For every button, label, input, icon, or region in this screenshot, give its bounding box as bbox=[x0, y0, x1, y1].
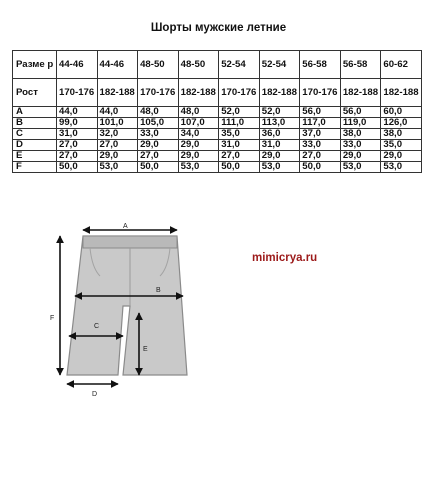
table-cell: 35,0 bbox=[219, 129, 260, 140]
table-cell: 60,0 bbox=[381, 107, 422, 118]
table-cell: 48,0 bbox=[178, 107, 219, 118]
size-cell: 52-54 bbox=[219, 51, 260, 79]
table-cell: 50,0 bbox=[138, 162, 179, 173]
row-label: F bbox=[13, 162, 57, 173]
size-cell: 52-54 bbox=[259, 51, 300, 79]
height-cell: 182-188 bbox=[97, 79, 138, 107]
table-cell: 33,0 bbox=[300, 140, 341, 151]
table-cell: 99,0 bbox=[57, 118, 98, 129]
size-cell: 56-58 bbox=[340, 51, 381, 79]
table-cell: 27,0 bbox=[97, 140, 138, 151]
table-cell: 35,0 bbox=[381, 140, 422, 151]
measure-a-label: A bbox=[123, 223, 128, 230]
table-cell: 53,0 bbox=[381, 162, 422, 173]
table-cell: 29,0 bbox=[138, 140, 179, 151]
table-cell: 29,0 bbox=[178, 140, 219, 151]
size-header-label: Разме р bbox=[13, 51, 57, 79]
page-title: Шорты мужские летние bbox=[150, 22, 287, 34]
row-label: C bbox=[13, 129, 57, 140]
table-cell: 56,0 bbox=[340, 107, 381, 118]
table-cell: 32,0 bbox=[97, 129, 138, 140]
height-cell: 182-188 bbox=[259, 79, 300, 107]
table-cell: 53,0 bbox=[340, 162, 381, 173]
table-cell: 44,0 bbox=[57, 107, 98, 118]
table-cell: 33,0 bbox=[340, 140, 381, 151]
table-cell: 119,0 bbox=[340, 118, 381, 129]
table-cell: 27,0 bbox=[57, 140, 98, 151]
table-cell: 29,0 bbox=[259, 151, 300, 162]
size-cell: 48-50 bbox=[138, 51, 179, 79]
height-cell: 182-188 bbox=[178, 79, 219, 107]
table-cell: 111,0 bbox=[219, 118, 260, 129]
size-cell: 44-46 bbox=[57, 51, 98, 79]
size-cell: 56-58 bbox=[300, 51, 341, 79]
table-cell: 29,0 bbox=[340, 151, 381, 162]
table-cell: 31,0 bbox=[219, 140, 260, 151]
table-cell: 53,0 bbox=[259, 162, 300, 173]
table-cell: 27,0 bbox=[300, 151, 341, 162]
table-cell: 37,0 bbox=[300, 129, 341, 140]
height-cell: 182-188 bbox=[340, 79, 381, 107]
measure-b-label: B bbox=[156, 287, 161, 294]
brand-text: mimicrya.ru bbox=[252, 252, 318, 264]
table-cell: 27,0 bbox=[138, 151, 179, 162]
table-cell: 31,0 bbox=[57, 129, 98, 140]
table-cell: 29,0 bbox=[381, 151, 422, 162]
row-label: B bbox=[13, 118, 57, 129]
table-cell: 34,0 bbox=[178, 129, 219, 140]
table-cell: 50,0 bbox=[219, 162, 260, 173]
table-cell: 113,0 bbox=[259, 118, 300, 129]
table-cell: 53,0 bbox=[97, 162, 138, 173]
height-cell: 182-188 bbox=[381, 79, 422, 107]
table-cell: 126,0 bbox=[381, 118, 422, 129]
measure-d-label: D bbox=[92, 391, 98, 398]
waistband bbox=[83, 236, 177, 248]
table-cell: 107,0 bbox=[178, 118, 219, 129]
table-cell: 53,0 bbox=[178, 162, 219, 173]
table-cell: 27,0 bbox=[219, 151, 260, 162]
table-cell: 38,0 bbox=[381, 129, 422, 140]
height-cell: 170-176 bbox=[138, 79, 179, 107]
table-cell: 50,0 bbox=[300, 162, 341, 173]
table-cell: 31,0 bbox=[259, 140, 300, 151]
height-cell: 170-176 bbox=[300, 79, 341, 107]
table-cell: 29,0 bbox=[178, 151, 219, 162]
size-cell: 60-62 bbox=[381, 51, 422, 79]
row-label: A bbox=[13, 107, 57, 118]
height-header-label: Рост bbox=[13, 79, 57, 107]
measure-f-label: F bbox=[50, 315, 55, 322]
table-cell: 52,0 bbox=[219, 107, 260, 118]
height-cell: 170-176 bbox=[219, 79, 260, 107]
table-cell: 38,0 bbox=[340, 129, 381, 140]
table-cell: 50,0 bbox=[57, 162, 98, 173]
table-cell: 117,0 bbox=[300, 118, 341, 129]
table-cell: 36,0 bbox=[259, 129, 300, 140]
table-cell: 48,0 bbox=[138, 107, 179, 118]
table-cell: 52,0 bbox=[259, 107, 300, 118]
size-cell: 44-46 bbox=[97, 51, 138, 79]
table-cell: 101,0 bbox=[97, 118, 138, 129]
row-label: E bbox=[13, 151, 57, 162]
measure-c-label: C bbox=[94, 323, 100, 330]
height-cell: 170-176 bbox=[57, 79, 98, 107]
row-label: D bbox=[13, 140, 57, 151]
table-cell: 44,0 bbox=[97, 107, 138, 118]
table-cell: 29,0 bbox=[97, 151, 138, 162]
measure-e-label: E bbox=[143, 346, 148, 353]
table-cell: 56,0 bbox=[300, 107, 341, 118]
table-cell: 33,0 bbox=[138, 129, 179, 140]
table-cell: 105,0 bbox=[138, 118, 179, 129]
size-cell: 48-50 bbox=[178, 51, 219, 79]
table-cell: 27,0 bbox=[57, 151, 98, 162]
